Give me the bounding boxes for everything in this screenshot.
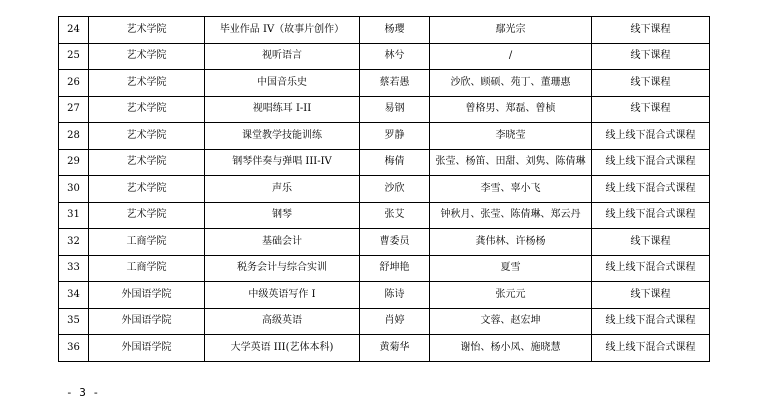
table-row	[59, 149, 710, 176]
college-cell: 外国语学院	[89, 308, 205, 335]
college-cell: 艺术学院	[89, 202, 205, 229]
course-name-cell: 视唱练耳 I-II	[205, 96, 360, 123]
table-row	[59, 255, 710, 282]
row-number-cell: 26	[59, 70, 89, 97]
course-name-cell: 中级英语写作 I	[205, 282, 360, 309]
college-cell: 外国语学院	[89, 282, 205, 309]
team-members-cell: /	[430, 43, 592, 70]
row-number-cell: 31	[59, 202, 89, 229]
course-name-cell: 大学英语 III(艺体本科)	[205, 335, 360, 362]
team-members-cell: 谢怡、杨小凤、施晓慧	[430, 335, 592, 362]
row-number-cell: 36	[59, 335, 89, 362]
course-name-cell: 钢琴	[205, 202, 360, 229]
course-leader-cell: 沙欣	[360, 176, 430, 203]
team-members-cell: 夏雪	[430, 255, 592, 282]
college-cell: 艺术学院	[89, 123, 205, 150]
course-leader-cell: 黄菊华	[360, 335, 430, 362]
row-number-cell: 27	[59, 96, 89, 123]
row-number-cell: 35	[59, 308, 89, 335]
table-row	[59, 335, 710, 362]
row-number-cell: 34	[59, 282, 89, 309]
course-leader-cell: 罗静	[360, 123, 430, 150]
team-members-cell: 钟秋月、张莹、陈倩琳、郑云丹	[430, 202, 592, 229]
course-mode-cell: 线上线下混合式课程	[592, 308, 710, 335]
course-leader-cell: 梅倩	[360, 149, 430, 176]
table-row	[59, 96, 710, 123]
course-table-container	[58, 16, 710, 362]
course-mode-cell: 线下课程	[592, 282, 710, 309]
course-mode-cell: 线上线下混合式课程	[592, 335, 710, 362]
table-row	[59, 43, 710, 70]
course-name-cell: 基础会计	[205, 229, 360, 256]
college-cell: 艺术学院	[89, 176, 205, 203]
college-cell: 艺术学院	[89, 43, 205, 70]
course-leader-cell: 林兮	[360, 43, 430, 70]
team-members-cell: 鄢光宗	[430, 17, 592, 44]
course-mode-cell: 线上线下混合式课程	[592, 123, 710, 150]
table-row	[59, 70, 710, 97]
course-mode-cell: 线下课程	[592, 70, 710, 97]
course-mode-cell: 线下课程	[592, 17, 710, 44]
team-members-cell: 沙欣、顾硕、苑丁、董珊惠	[430, 70, 592, 97]
course-mode-cell: 线上线下混合式课程	[592, 149, 710, 176]
table-row	[59, 17, 710, 44]
course-name-cell: 高级英语	[205, 308, 360, 335]
course-leader-cell: 陈诗	[360, 282, 430, 309]
row-number-cell: 24	[59, 17, 89, 44]
row-number-cell: 33	[59, 255, 89, 282]
course-leader-cell: 易钢	[360, 96, 430, 123]
course-name-cell: 钢琴伴奏与弹唱 III-IV	[205, 149, 360, 176]
course-mode-cell: 线上线下混合式课程	[592, 255, 710, 282]
team-members-cell: 张元元	[430, 282, 592, 309]
course-mode-cell: 线下课程	[592, 43, 710, 70]
college-cell: 工商学院	[89, 229, 205, 256]
row-number-cell: 30	[59, 176, 89, 203]
table-body	[59, 17, 710, 362]
table-row	[59, 176, 710, 203]
college-cell: 外国语学院	[89, 335, 205, 362]
college-cell: 艺术学院	[89, 70, 205, 97]
course-mode-cell: 线上线下混合式课程	[592, 176, 710, 203]
course-mode-cell: 线下课程	[592, 229, 710, 256]
course-mode-cell: 线下课程	[592, 96, 710, 123]
course-leader-cell: 蔡若愚	[360, 70, 430, 97]
course-leader-cell: 曹委员	[360, 229, 430, 256]
row-number-cell: 32	[59, 229, 89, 256]
team-members-cell: 李雪、辜小飞	[430, 176, 592, 203]
course-leader-cell: 杨璎	[360, 17, 430, 44]
team-members-cell: 龚伟林、许杨杨	[430, 229, 592, 256]
row-number-cell: 28	[59, 123, 89, 150]
row-number-cell: 29	[59, 149, 89, 176]
course-leader-cell: 舒坤艳	[360, 255, 430, 282]
page-number: - 3 -	[66, 386, 100, 399]
table-row	[59, 123, 710, 150]
course-name-cell: 声乐	[205, 176, 360, 203]
team-members-cell: 文蓉、赵宏坤	[430, 308, 592, 335]
college-cell: 艺术学院	[89, 96, 205, 123]
table-row	[59, 202, 710, 229]
course-leader-cell: 张艾	[360, 202, 430, 229]
course-name-cell: 中国音乐史	[205, 70, 360, 97]
course-mode-cell: 线上线下混合式课程	[592, 202, 710, 229]
college-cell: 工商学院	[89, 255, 205, 282]
college-cell: 艺术学院	[89, 17, 205, 44]
team-members-cell: 李晓莹	[430, 123, 592, 150]
team-members-cell: 张莹、杨笛、田甜、刘隽、陈倩琳	[430, 149, 592, 176]
table-row	[59, 308, 710, 335]
course-name-cell: 视听语言	[205, 43, 360, 70]
team-members-cell: 曾格男、郑磊、曾桢	[430, 96, 592, 123]
college-cell: 艺术学院	[89, 149, 205, 176]
table-row	[59, 282, 710, 309]
course-leader-cell: 肖婷	[360, 308, 430, 335]
course-name-cell: 课堂教学技能训练	[205, 123, 360, 150]
course-name-cell: 税务会计与综合实训	[205, 255, 360, 282]
course-name-cell: 毕业作品 IV（故事片创作）	[205, 17, 360, 44]
course-table	[58, 16, 710, 362]
row-number-cell: 25	[59, 43, 89, 70]
table-row	[59, 229, 710, 256]
